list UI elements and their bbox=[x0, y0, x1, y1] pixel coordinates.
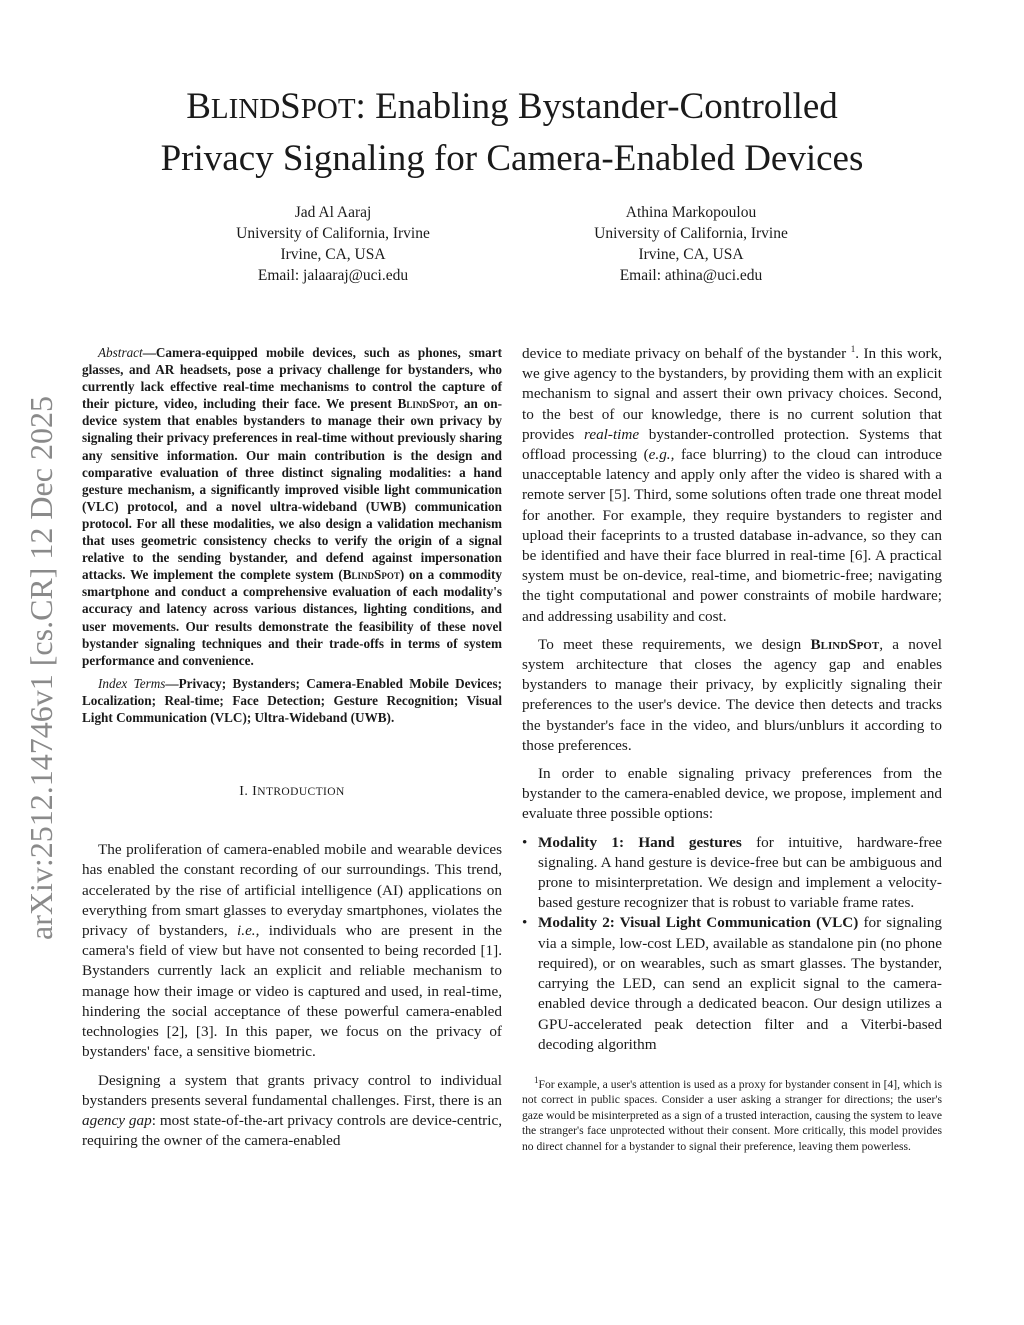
paragraph-text: individuals who are present in the camera's field of view but have not consented to being recorded [1]. Bystanders currently lack an explicit and reliable mechanism to manage how their image or video is captured and used, in real-time, hindering the social acceptance of these powerful camera-enabled technologies [2], [3]. In this paper, we focus on the privacy of bystanders' face, a sensitive biometric. bbox=[82, 922, 503, 1061]
author-location: Irvine, CA, USA bbox=[638, 246, 744, 263]
title-sc-s: S bbox=[280, 86, 301, 127]
arxiv-identifier-stamp[interactable]: arXiv:2512.14746v1 [cs.CR] 12 Dec 2025 bbox=[23, 396, 59, 940]
paragraph-text: : most state-of-the-art privacy controls are device-centric, requiring the owner of the camera-enabled bbox=[82, 1111, 502, 1150]
list-item-heading: Modality 1: Hand gestures bbox=[538, 833, 742, 851]
abstract bbox=[82, 344, 502, 669]
abstract-text-3: ) on a commodity smartphone and conduct a comprehensive evaluation of each modality's accuracy and latency across various distances, lighting conditions, and user movements. Our results demonstrate the feasibility of these novel bystander signaling techniques and their trade-offs in terms of system performance and convenience. bbox=[82, 567, 502, 668]
list-item bbox=[522, 833, 942, 914]
abstract-text-1: —Camera-equipped mobile devices, such as phones, smart glasses, and AR headsets, pose a privacy challenge for bystanders, who currently lack effective real-time mechanisms to control the capture of their picture, video, including their face. We present bbox=[82, 345, 502, 412]
abstract-text-2: , an on-device system that enables bystanders to manage their own privacy by signaling their privacy preferences in real-time without previously sharing any sensitive information. Our main contribution is the design and comparative evaluation of three distinct signaling modalities: a hand gesture mechanism, a significantly improved visible light communication (VLC) protocol, and a novel ultra-wideband (UWB) communication protocol. For all these modalities, we also design a validation mechanism that uses geometric consistency checks to verify the origin of a signal relative to the sending bystander, and defend against impersonation attacks. We implement the complete system ( bbox=[82, 396, 503, 583]
right-column bbox=[522, 344, 942, 1154]
list-item bbox=[522, 913, 942, 1054]
paper-title bbox=[80, 82, 944, 183]
intro-paragraph-1 bbox=[82, 840, 502, 1062]
title-sc-pot: POT bbox=[300, 93, 356, 125]
footnote-text: For example, a user's attention is used as a proxy for bystander consent in [4], which is not correct in public spaces. Consider a user asking a stranger for directions; the user's gaze would be misinterpreted as a sign of a trusted interaction, causing the system to leave the stranger's face unprotected without their consent. More critically, this model provides no direct channel for a bystander to signal their preference, leaving them powerless. bbox=[522, 1077, 942, 1153]
paragraph-emphasis: e.g., bbox=[648, 446, 675, 464]
author-email[interactable]: Email: jalaaraj@uci.edu bbox=[257, 267, 409, 284]
bullet-icon: • bbox=[522, 833, 528, 851]
paragraph-text: , a novel system architecture that closes the agency gap and enables bystanders to manage their privacy, by explicitly signaling their preferences to the user's device. The device then detects and tracks the bystander's face in the video, and blurs/unblurs it according to those preferences. bbox=[522, 635, 942, 754]
paragraph-text: The proliferation of camera-enabled mobile and wearable devices has enabled the constant recording of our surroundings. This trend, accelerated by the rise of artificial intelligence (AI) applications on everything from smart glasses to everyday smartphones, violates the privacy of bystanders, bbox=[82, 841, 502, 940]
footnote-ref[interactable]: 1 bbox=[850, 343, 856, 354]
paragraph-text: . In this work, we give agency to the bystanders, by providing them with an explicit mechanism to signal and assert their own privacy choices. Second, to the best of our knowledge, there is no current solution that provides bbox=[522, 345, 943, 443]
paragraph-text: face blurring) to the cloud can introduce unacceptable latency and apply only after the video is shared with a remote server [5]. Third, some solutions often trade one threat model for another. For example, they require bystanders to register and upload their faceprints to a trusted database in-advance, so they can be identified and have their face blurred in real-time [6]. A practical system must be on-device, real-time, and biometric-free; navigating the tight computational and power constraints of mobile hardware; and addressing usability and cost. bbox=[522, 446, 942, 625]
list-item-heading: Modality 2: Visual Light Communication (VLC) bbox=[538, 914, 859, 932]
author-affiliation: University of California, Irvine bbox=[594, 225, 788, 242]
paragraph-text: Designing a system that grants privacy control to individual bystanders presents several fundamental challenges. First, there is an bbox=[82, 1071, 502, 1109]
footnote-mark: 1 bbox=[534, 1075, 539, 1086]
bullet-icon: • bbox=[522, 914, 528, 932]
author-block-2 bbox=[541, 202, 841, 286]
footnote bbox=[522, 1077, 942, 1154]
paragraph-text: To meet these requirements, we design bbox=[538, 635, 811, 653]
author-name: Athina Markopoulou bbox=[625, 204, 757, 221]
list-item-text: for signaling via a simple, low-cost LED, available as standalone pin (no phone required), or on wearables, such as smart glasses. The bystander, carrying the LED, can send an explicit signal to the camera-enabled device through a dedicated beacon. Our design utilizes a GPU-accelerated peak detection filter and a Viterbi-based decoding algorithm bbox=[538, 914, 942, 1053]
section-title-rest: NTRODUCTION bbox=[257, 786, 345, 799]
left-column bbox=[82, 344, 502, 1159]
list-item-text: for intuitive, hardware-free signaling. A hand gesture is device-free but can be ambiguous and prone to misinterpretation. We design and implement a velocity-based gesture recognizer that is robust to variable frame rates. bbox=[538, 833, 942, 912]
section-title-initial: I bbox=[252, 784, 258, 800]
index-terms-lead: Index Terms bbox=[98, 675, 166, 691]
intro-paragraph-continued bbox=[522, 344, 942, 627]
intro-paragraph-3 bbox=[522, 635, 942, 756]
title-sc-b: B bbox=[186, 86, 211, 127]
paragraph-text: device to mediate privacy on behalf of the bystander bbox=[522, 345, 851, 362]
modality-list bbox=[522, 833, 942, 1055]
abstract-system-name: BlindSpot bbox=[397, 396, 455, 412]
paragraph-emphasis: real-time bbox=[584, 425, 640, 443]
system-name: BlindSpot bbox=[810, 635, 880, 653]
section-heading-introduction bbox=[82, 782, 502, 802]
title-line2: Privacy Signaling for Camera-Enabled Devices bbox=[160, 138, 864, 179]
author-location: Irvine, CA, USA bbox=[280, 246, 386, 263]
author-name: Jad Al Aaraj bbox=[294, 204, 372, 221]
author-affiliation: University of California, Irvine bbox=[236, 225, 430, 242]
intro-paragraph-2 bbox=[82, 1071, 502, 1152]
title-line1-rest: : Enabling Bystander-Controlled bbox=[355, 86, 838, 127]
index-terms-text: —Privacy; Bystanders; Camera-Enabled Mobile Devices; Localization; Real-time; Face Detection; Gesture Recognition; Visual Light Communication (VLC); Ultra-Wideband (UWB). bbox=[82, 675, 502, 725]
paragraph-emphasis: agency gap bbox=[82, 1111, 152, 1129]
author-email[interactable]: Email: athina@uci.edu bbox=[619, 267, 763, 284]
title-sc-lind: LIND bbox=[210, 93, 281, 125]
paragraph-emphasis: i.e., bbox=[237, 922, 260, 940]
abstract-system-name-2: BlindSpot bbox=[342, 567, 400, 583]
section-number: I. bbox=[239, 784, 249, 800]
intro-paragraph-4: In order to enable signaling privacy preferences from the bystander to the camera-enabled device, we propose, implement and evaluate three possible options: bbox=[522, 765, 942, 823]
abstract-lead: Abstract bbox=[98, 345, 143, 360]
index-terms bbox=[82, 675, 502, 726]
author-block-1 bbox=[183, 202, 483, 286]
paragraph-text: bystander-controlled protection. Systems that offload processing ( bbox=[522, 425, 942, 464]
